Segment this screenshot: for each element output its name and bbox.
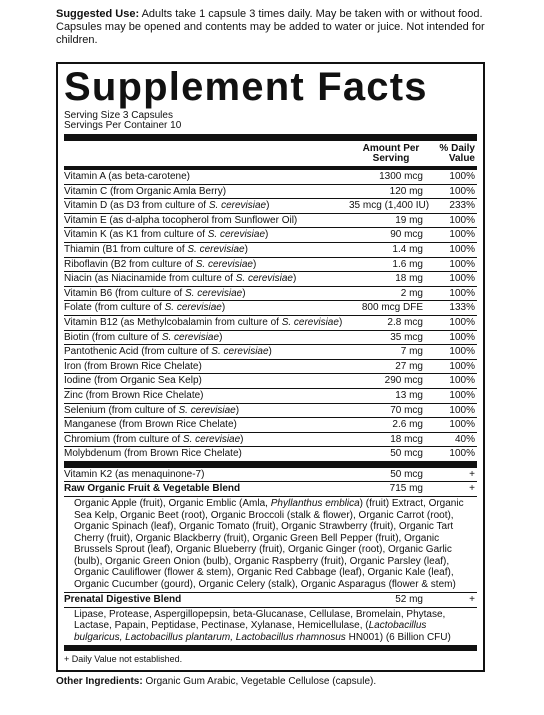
nutrient-row (64, 170, 477, 185)
nutrient-row (64, 258, 477, 273)
nutrient-amount: 7 mg (400, 346, 423, 358)
nutrient-name: Molybdenum (from Brown Rice Chelate) (64, 448, 242, 460)
suggested-use-text: Adults take 1 capsule 3 times daily. May be taken with or without food. Capsules may be opened and contents may be added to water or juice. Not intended for children. (56, 8, 485, 46)
nutrient-row (64, 331, 477, 346)
dv-header: % Daily Value (439, 143, 475, 164)
nutrient-name: Niacin (as Niacinamide from culture of S. cerevisiae) (64, 273, 297, 285)
digestive-blend-ingredients: Lipase, Protease, Aspergillopepsin, beta-Glucanase, Cellulase, Bromelain, Phytase, Lactase, Papain, Peptidase, Pectinase, Xylanase, Hemicellulase, (Lactobacillus bulgaricus, Lactobacillus plantarum, Lactobacillus rhamnosus HN001) (6 Billion CFU) (74, 608, 451, 643)
other-ingredients (56, 676, 376, 687)
nutrient-dv: 100% (449, 243, 475, 255)
nutrient-amount: 2.8 mcg (387, 316, 423, 328)
nutrient-row (64, 404, 477, 419)
suggested-use (56, 8, 496, 47)
digestive-blend-amount: 52 mg (395, 594, 423, 606)
nutrient-row (64, 316, 477, 331)
nutrient-row (64, 418, 477, 433)
nutrient-dv: 100% (449, 448, 475, 460)
nutrient-amount: 50 mcg (390, 448, 423, 460)
nutrient-dv: 40% (454, 433, 475, 445)
serving-size: Serving Size 3 Capsules (64, 110, 173, 121)
nutrient-name: Pantothenic Acid (from culture of S. cerevisiae) (64, 346, 272, 358)
nutrient-amount: 18 mg (395, 273, 423, 285)
nutrient-row (64, 214, 477, 229)
nutrient-name: Selenium (from culture of S. cerevisiae) (64, 404, 240, 416)
nutrient-amount: 800 mcg DFE (361, 302, 423, 314)
nutrient-dv: 100% (449, 419, 475, 431)
nutrient-dv: 133% (449, 302, 475, 314)
thick-divider (64, 134, 477, 141)
k2-row (64, 468, 477, 483)
nutrient-dv: 233% (449, 200, 475, 212)
nutrient-row (64, 360, 477, 375)
nutrient-row (64, 374, 477, 389)
nutrient-dv: 100% (449, 331, 475, 343)
nutrient-dv: 100% (449, 316, 475, 328)
nutrient-dv: 100% (449, 404, 475, 416)
other-ingredients-text: Organic Gum Arabic, Vegetable Cellulose (capsule). (142, 676, 377, 687)
nutrient-row (64, 185, 477, 200)
fruit-blend-row (64, 482, 477, 497)
fruit-blend-dv: + (469, 483, 475, 495)
nutrient-name: Iron (from Brown Rice Chelate) (64, 360, 202, 372)
nutrient-dv: 100% (449, 185, 475, 197)
nutrient-amount: 35 mcg (390, 331, 423, 343)
nutrient-name: Manganese (from Brown Rice Chelate) (64, 419, 237, 431)
nutrient-name: Vitamin B6 (from culture of S. cerevisiae) (64, 287, 246, 299)
nutrient-amount: 13 mg (395, 389, 423, 401)
nutrient-name: Zinc (from Brown Rice Chelate) (64, 389, 204, 401)
nutrient-row (64, 447, 477, 462)
nutrient-name: Folate (from culture of S. cerevisiae) (64, 302, 226, 314)
nutrient-row (64, 199, 477, 214)
nutrient-amount: 27 mg (395, 360, 423, 372)
nutrient-amount: 90 mcg (390, 229, 423, 241)
nutrient-amount: 35 mcg (1,400 IU) (349, 200, 430, 212)
supplement-facts-panel (56, 62, 485, 672)
nutrient-row (64, 287, 477, 302)
nutrient-amount: 2 mg (400, 287, 423, 299)
nutrient-row (64, 272, 477, 287)
nutrient-dv: 100% (449, 346, 475, 358)
fruit-blend-amount: 715 mg (389, 483, 423, 495)
nutrient-name: Vitamin A (as beta-carotene) (64, 171, 190, 182)
nutrient-name: Vitamin C (from Organic Amla Berry) (64, 185, 227, 197)
nutrient-amount: 1300 mcg (379, 171, 423, 182)
nutrient-name: Vitamin K (as K1 from culture of S. cerevisiae) (64, 229, 269, 241)
nutrient-row (64, 228, 477, 243)
nutrient-row (64, 301, 477, 316)
nutrient-dv: 100% (449, 214, 475, 226)
fruit-blend-name: Raw Organic Fruit & Vegetable Blend (64, 483, 241, 495)
nutrient-dv: 100% (449, 287, 475, 299)
nutrient-dv: 100% (449, 258, 475, 270)
amount-header: Amount Per Serving (362, 143, 420, 164)
nutrient-row (64, 345, 477, 360)
nutrient-amount: 290 mcg (384, 375, 423, 387)
nutrient-amount: 120 mg (389, 185, 423, 197)
nutrient-name: Vitamin E (as d-alpha tocopherol from Sunflower Oil) (64, 214, 298, 226)
other-ingredients-label: Other Ingredients: (56, 676, 143, 687)
digestive-blend-name: Prenatal Digestive Blend (64, 594, 182, 606)
nutrient-amount: 18 mcg (390, 433, 423, 445)
footnote: + Daily Value not established. (64, 654, 183, 665)
nutrient-name: Biotin (from culture of S. cerevisiae) (64, 331, 223, 343)
nutrient-row (64, 243, 477, 258)
nutrient-dv: 100% (449, 360, 475, 372)
k2-amount: 50 mcg (390, 468, 423, 480)
k2-dv: + (469, 468, 475, 480)
nutrient-name: Chromium (from culture of S. cerevisiae) (64, 433, 244, 445)
fruit-blend-ingredients: Organic Apple (fruit), Organic Emblic (Amla, Phyllanthus emblica) (fruit) Extract, Organic Sea Kelp, Organic Beet (root), Organic Broccoli (stalk & flower), Organic Carrot (root), Organic Spinach (leaf), Organic Tomato (fruit), Organic Strawberry (fruit), Organic Tart Cherry (fruit), Organic Blackberry (fruit), Organic Green Bell Pepper (fruit), Organic Brussels Sprout (leaf), Organic Blueberry (fruit), Organic Ginger (root), Organic Garlic (bulb), Organic Green Onion (bulb), Organic Raspberry (fruit), Organic Parsley (leaf), Organic Cauliflower (flower & stem), Organic Red Cabbage (leaf), Organic Kale (leaf), Organic Cucumber (gourd), Organic Celery (stalk), Organic Asparagus (flower & stem) (64, 497, 477, 593)
digestive-blend-dv: + (469, 594, 475, 606)
nutrient-amount: 70 mcg (390, 404, 423, 416)
servings-per-container: Servings Per Container 10 (64, 120, 182, 131)
nutrient-name: Riboflavin (B2 from culture of S. cerevisiae) (64, 258, 257, 270)
nutrient-list (64, 170, 477, 462)
nutrient-amount: 1.6 mg (392, 258, 423, 270)
nutrient-amount: 2.6 mg (392, 419, 423, 431)
column-header (64, 141, 477, 170)
nutrient-amount: 1.4 mg (392, 243, 423, 255)
suggested-use-label: Suggested Use: (56, 8, 140, 20)
nutrient-row (64, 389, 477, 404)
nutrient-amount: 19 mg (395, 214, 423, 226)
digestive-blend-row (64, 593, 477, 608)
nutrient-dv: 100% (449, 171, 475, 182)
nutrient-name: Iodine (from Organic Sea Kelp) (64, 375, 202, 387)
nutrient-name: Thiamin (B1 from culture of S. cerevisiae) (64, 243, 248, 255)
nutrient-dv: 100% (449, 375, 475, 387)
nutrient-dv: 100% (449, 273, 475, 285)
nutrient-name: Vitamin D (as D3 from culture of S. cerevisiae) (64, 200, 270, 212)
panel-title: Supplement Facts (64, 65, 428, 109)
k2-name: Vitamin K2 (as menaquinone-7) (64, 468, 205, 480)
nutrient-dv: 100% (449, 229, 475, 241)
nutrient-name: Vitamin B12 (as Methylcobalamin from culture of S. cerevisiae) (64, 316, 343, 328)
nutrient-row (64, 433, 477, 448)
nutrient-dv: 100% (449, 389, 475, 401)
